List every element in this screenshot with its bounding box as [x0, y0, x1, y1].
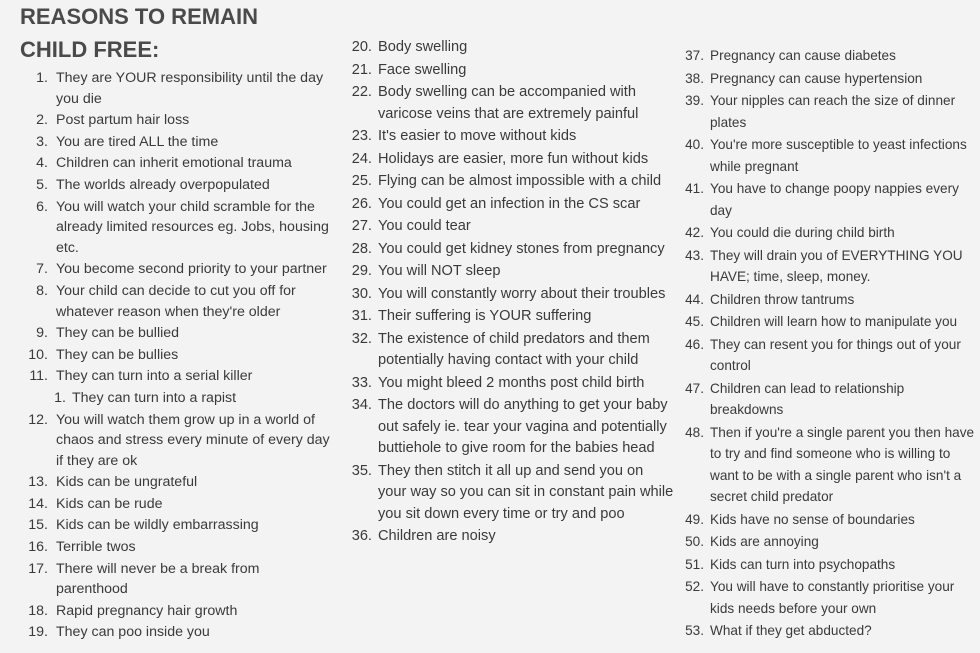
item-text: Body swelling can be accompanied with varicose veins that are extremely painful	[378, 84, 639, 122]
list-item	[0, 537, 330, 558]
list-item	[0, 559, 330, 600]
item-number: 1.	[54, 389, 66, 406]
list-item	[672, 90, 980, 133]
item-text: Rapid pregnancy hair growth	[56, 602, 238, 619]
item-text: Kids can be wildly embarrassing	[56, 517, 259, 534]
item-number: 32.	[351, 330, 372, 347]
item-number: 30.	[351, 285, 372, 302]
item-number: 6.	[36, 198, 48, 215]
item-text: There will never be a break from parenthood	[56, 560, 260, 598]
item-number: 41.	[685, 181, 704, 196]
list-item	[672, 222, 980, 244]
item-number: 23.	[351, 128, 372, 144]
item-number: 7.	[36, 261, 48, 278]
item-number: 39.	[685, 93, 704, 108]
item-text: Your nipples can reach the size of dinner plates	[710, 93, 956, 130]
item-text: Body swelling	[378, 39, 468, 55]
item-text: It's easier to move without kids	[378, 128, 577, 144]
item-text: Face swelling	[378, 61, 467, 78]
item-text: They can be bullies	[56, 346, 179, 363]
item-number: 22.	[351, 84, 372, 100]
item-number: 2.	[36, 112, 48, 129]
list-item	[0, 175, 330, 196]
item-number: 33.	[351, 374, 372, 391]
item-number: 29.	[351, 263, 372, 279]
item-number: 34.	[351, 397, 372, 413]
item-number: 40.	[685, 137, 704, 152]
item-text: What if they get abducted?	[710, 623, 872, 638]
item-text: Children can inherit emotional trauma	[56, 155, 292, 172]
list-item	[672, 531, 980, 553]
item-number: 48.	[685, 424, 704, 440]
item-text: Kids have no sense of boundaries	[710, 511, 915, 527]
item-number: 46.	[685, 336, 704, 352]
list-item	[672, 620, 980, 642]
list-item	[0, 472, 330, 493]
list-item	[0, 197, 330, 259]
item-number: 3.	[36, 133, 48, 150]
list-item	[0, 259, 330, 280]
item-text: Holidays are easier, more fun without kids	[378, 150, 649, 167]
item-number: 36.	[351, 528, 372, 544]
item-text: They are YOUR responsibility until the day you die	[56, 70, 324, 107]
item-text: You will constantly worry about their troubles	[378, 285, 666, 302]
item-text: Then if you're a single parent you then have to try and find someone who is willing to want to be with a single parent who isn't a secret child predator	[710, 424, 975, 504]
item-text: Children can lead to relationship breakdowns	[710, 380, 905, 417]
list-item	[672, 378, 980, 421]
item-text: The worlds already overpopulated	[56, 176, 270, 193]
reasons-list-column-1	[0, 68, 330, 644]
item-text: They will drain you of EVERYTHING YOU HAVE; time, sleep, money.	[710, 247, 963, 284]
item-number: 53.	[685, 623, 704, 638]
list-item	[340, 373, 675, 395]
list-item	[0, 345, 330, 366]
list-item	[340, 284, 675, 306]
item-text: Kids are annoying	[710, 534, 819, 549]
item-text: The existence of child predators and them potentially having contact with your child	[378, 330, 650, 368]
item-text: Their suffering is YOUR suffering	[378, 308, 592, 324]
item-text: The doctors will do anything to get your baby out safely ie. tear your vagina and potentially buttiehole to give room for the babies head	[378, 397, 668, 456]
item-text: You could get kidney stones from pregnancy	[378, 240, 665, 257]
item-text: They can be bullied	[56, 325, 180, 342]
item-text: You could die during child birth	[710, 225, 895, 240]
list-item	[340, 149, 675, 171]
reasons-list-column-3	[672, 45, 980, 643]
list-item	[672, 311, 980, 333]
item-text: Pregnancy can cause hypertension	[710, 70, 923, 86]
item-number: 27.	[351, 218, 372, 234]
list-item	[340, 37, 675, 59]
list-item	[0, 410, 330, 472]
item-number: 10.	[28, 346, 48, 363]
item-text: They can poo inside you	[56, 624, 210, 641]
item-text: Flying can be almost impossible with a child	[378, 173, 662, 189]
item-text: You are tired ALL the time	[56, 133, 219, 150]
item-text: Children throw tantrums	[710, 291, 855, 307]
item-number: 8.	[36, 282, 48, 299]
item-number: 38.	[685, 70, 704, 86]
item-number: 45.	[685, 314, 704, 329]
item-number: 28.	[351, 240, 372, 257]
item-text: Children are noisy	[378, 528, 496, 544]
list-item	[672, 289, 980, 311]
list-item	[672, 178, 980, 221]
item-number: 25.	[351, 173, 372, 189]
item-text: Terrible twos	[56, 539, 136, 556]
item-number: 52.	[685, 579, 704, 594]
item-number: 17.	[28, 560, 48, 577]
list-item	[340, 526, 675, 548]
item-number: 35.	[351, 462, 372, 479]
list-item	[0, 68, 330, 109]
item-text: Your child can decide to cut you off for whatever reason when they're older	[56, 282, 296, 320]
item-number: 44.	[685, 291, 704, 307]
item-text: Post partum hair loss	[56, 112, 190, 129]
item-text: Kids can turn into psychopaths	[710, 556, 896, 572]
page-title-line-1: REASONS TO REMAIN	[20, 4, 258, 29]
item-number: 4.	[36, 155, 48, 172]
item-number: 15.	[28, 517, 48, 534]
list-item	[340, 395, 675, 460]
list-item	[340, 239, 675, 261]
item-text: You could get an infection in the CS scar	[378, 195, 641, 212]
list-item	[340, 171, 675, 193]
list-item	[340, 194, 675, 216]
list-item	[0, 515, 330, 536]
item-text: They can resent you for things out of your control	[710, 336, 961, 373]
list-item	[0, 110, 330, 131]
item-number: 5.	[36, 176, 48, 193]
list-item	[672, 576, 980, 619]
list-item	[0, 153, 330, 174]
item-text: You have to change poopy nappies every day	[710, 181, 959, 218]
list-item	[672, 554, 980, 576]
reasons-list-column-2	[340, 37, 675, 549]
item-number: 14.	[28, 495, 48, 512]
sub-list-item	[0, 388, 330, 409]
list-item	[672, 68, 980, 90]
list-item	[672, 245, 980, 288]
list-item	[0, 132, 330, 153]
list-item	[672, 334, 980, 377]
list-item	[0, 494, 330, 515]
item-number: 20.	[351, 39, 372, 55]
item-number: 26.	[351, 195, 372, 212]
item-text: Pregnancy can cause diabetes	[710, 48, 896, 63]
item-text: Children will learn how to manipulate you	[710, 314, 958, 329]
item-number: 47.	[685, 380, 704, 396]
page-title-line-2: CHILD FREE:	[20, 37, 160, 62]
list-item	[340, 329, 675, 372]
list-item	[340, 261, 675, 283]
item-text: They can turn into a rapist	[72, 389, 237, 406]
list-item	[340, 82, 675, 125]
list-item	[340, 126, 675, 148]
list-item	[672, 134, 980, 177]
item-number: 16.	[28, 539, 48, 556]
item-number: 1.	[36, 70, 48, 86]
list-item	[340, 216, 675, 238]
item-text: You might bleed 2 months post child birth	[378, 374, 645, 391]
item-number: 50.	[685, 534, 704, 549]
list-item	[0, 281, 330, 322]
item-number: 49.	[685, 511, 704, 527]
item-number: 11.	[29, 368, 48, 385]
item-number: 42.	[685, 225, 704, 240]
item-text: You will NOT sleep	[378, 263, 501, 279]
item-number: 31.	[351, 308, 372, 324]
item-text: You will watch your child scramble for the already limited resources eg. Jobs, housing etc.	[56, 198, 329, 256]
item-number: 24.	[351, 150, 372, 167]
list-item	[340, 306, 675, 328]
list-item	[340, 60, 675, 82]
item-text: You become second priority to your partner	[56, 261, 327, 278]
list-item	[0, 622, 330, 643]
item-number: 21.	[351, 61, 372, 78]
item-number: 18.	[28, 602, 48, 619]
item-text: They then stitch it all up and send you on your way so you can sit in constant pain while you sit down every time or try and poo	[378, 462, 674, 522]
item-number: 12.	[28, 411, 48, 428]
item-text: They can turn into a serial killer	[56, 368, 253, 385]
item-text: Kids can be rude	[56, 495, 163, 512]
list-item	[0, 601, 330, 622]
item-number: 9.	[36, 325, 48, 342]
list-item	[0, 323, 330, 344]
list-item	[340, 461, 675, 526]
item-number: 43.	[685, 247, 704, 263]
list-item	[672, 509, 980, 531]
item-text: You could tear	[378, 218, 471, 234]
list-item	[672, 45, 980, 67]
item-text: Kids can be ungrateful	[56, 474, 198, 491]
list-item	[0, 366, 330, 387]
item-number: 19.	[28, 624, 48, 641]
item-number: 13.	[28, 474, 48, 491]
item-text: You're more susceptible to yeast infections while pregnant	[710, 137, 967, 174]
item-text: You will have to constantly prioritise your kids needs before your own	[710, 579, 955, 616]
item-number: 51.	[685, 556, 704, 572]
list-item	[672, 422, 980, 508]
item-number: 37.	[685, 48, 704, 63]
item-text: You will watch them grow up in a world of chaos and stress every minute of every day if they are ok	[56, 411, 330, 469]
